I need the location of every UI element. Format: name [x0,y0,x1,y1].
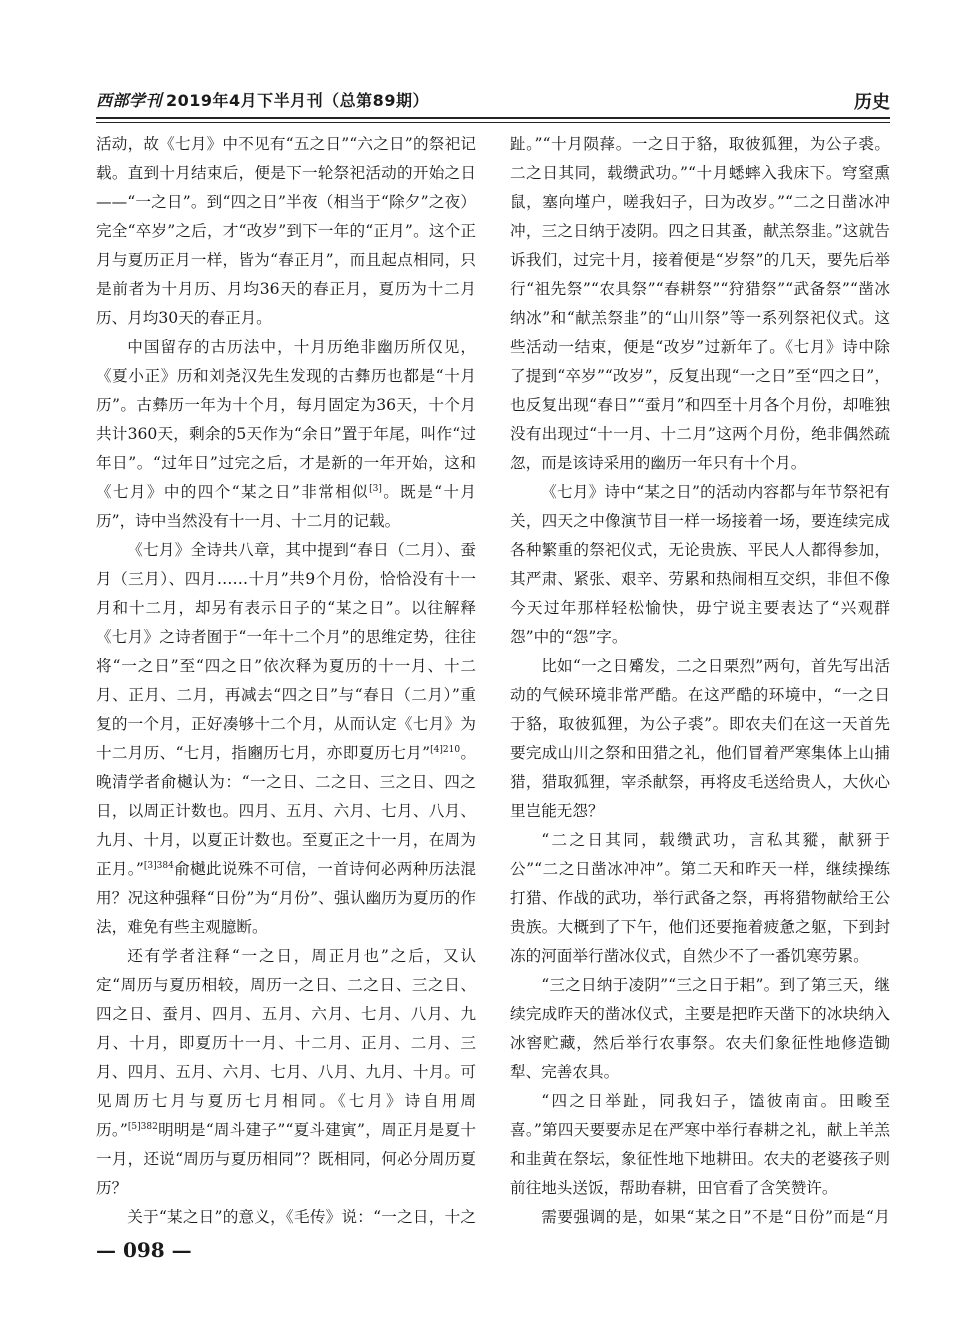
body-paragraph [96,942,476,1203]
paragraph-text: “二之日其同，载缵武功，言私其豵，献豜于公”“二之日凿冰冲冲”。第二天和昨天一样，继续操练打猎、作战的武功，举行武备之祭，再将猎物献给王公贵族。大概到了下午，他们还要拖着疲惫之躯，下到封冻的河面举行凿冰仪式，自然少不了一番饥寒劳累。 [510,831,890,965]
body-paragraph [96,130,476,333]
section-label: 历史 [854,92,890,113]
paragraph-text: 《七月》诗中“某之日”的活动内容都与年节祭祀有关，四天之中像演节目一样一场接着一场，要连续完成各种繁重的祭祀仪式，无论贵族、平民人人都得参加，其严肃、紧张、艰辛、劳累和热闹相互交织，非但不像今天过年那样轻松愉快，毋宁说主要表达了“兴观群怨”中的“怨”字。 [510,483,890,646]
body-paragraph [510,652,890,826]
body-paragraph [96,333,476,536]
paragraph-text: 趾。”“十月陨萚。一之日于貉，取彼狐狸，为公子裘。二之日其同，载缵武功。”“十月蟋蟀入我床下。穹窒熏鼠，塞向墐户，嗟我妇子，曰为改岁。”“二之日凿冰冲冲，三之日纳于凌阴。四之日其蚤，献羔祭韭。”这就告诉我们，过完十月，接着便是“岁祭”的几天，要先后举行“祖先祭”“农具祭”“春耕祭”“狩猎祭”“武备祭”“凿冰纳冰”和“献羔祭韭”的“山川祭”等一系列祭祀仪式。这些活动一结束，便是“改岁”过新年了。《七月》诗中除了提到“卒岁”“改岁”，反复出现“一之日”至“四之日”，也反复出现“春日”“蚕月”和四至十月各个月份，却唯独没有出现过“十一月、十二月”这两个月份，绝非偶然疏忽，而是该诗采用的幽历一年只有十个月。 [510,135,890,472]
body-paragraph [510,1203,890,1230]
paragraph-text: “三之日纳于凌阴”“三之日于耜”。到了第三天，继续完成昨天的凿冰仪式，主要是把昨天凿下的冰块纳入冰窖贮藏，然后举行农事祭。农夫们象征性地修造锄犁、完善农具。 [510,976,890,1081]
body-paragraph [96,536,476,942]
paragraph-text: 比如“一之日觱发，二之日栗烈”两句，首先写出活动的气候环境非常严酷。在这严酷的环境中，“一之日于貉，取彼狐狸，为公子裘”。即农夫们在这一天首先要完成山川之祭和田猎之礼，他们冒着严寒集体上山捕猎，猎取狐狸，宰杀献祭，再将皮毛送给贵人，大伙心里岂能无怨？ [510,657,890,820]
body-paragraph [510,130,890,478]
body-paragraph [510,1087,890,1203]
paragraph-text: 需要强调的是，如果“某之日”不是“日份”而是“月 [541,1208,890,1226]
header-rule-thin [96,122,890,123]
paragraph-text: 还有学者注释“一之日，周正月也”之后，又认定“周历与夏历相较，周历一之日、二之日、三之日、四之日、蚕月、四月、五月、六月、七月、八月、九月、十月，即夏历十一月、十二月、正月、二月、三月、四月、五月、六月、七月、八月、九月、十月。可见周历七月与夏历七月相同。《七月》诗自用周历。” [96,947,476,1139]
paragraph-text: 。既是“十月历”，诗中当然没有十一月、十二月的记载。 [96,483,476,530]
paragraph-text: “四之日举趾，同我妇子，馌彼南亩。田畯至喜。”第四天要要赤足在严寒中举行春耕之礼，献上羊羔和韭黄在祭坛，象征性地下地耕田。农夫的老婆孩子则前往地头送饭，帮助春耕，田官看了含笑赞许。 [510,1092,890,1197]
paragraph-text: 活动，故《七月》中不见有“五之日”“六之日”的祭祀记载。直到十月结束后，便是下一轮祭祀活动的开始之日——“一之日”。到“四之日”半夜（相当于“除夕”之夜）完全“卒岁”之后，才“改岁”到下一年的“正月”。这个正月与夏历正月一样，皆为“春正月”，而且起点相同，只是前者为十月历、月均36天的春正月，夏历为十二月历、月均30天的春正月。 [96,135,476,327]
paragraph-text: 明明是“周斗建子”“夏斗建寅”，周正月是夏十一月，还说“周历与夏历相同”？既相同，何必分周历夏历？ [96,1121,476,1197]
issue-info: 2019年4月下半月刊（总第89期） [166,91,429,110]
citation-ref: [3]384 [143,860,174,871]
body-paragraph [96,1203,476,1230]
body-paragraph [510,826,890,971]
journal-logo: 西部学刊 [96,91,163,110]
citation-ref: [4]210 [430,744,461,755]
right-column [510,130,890,1230]
left-column [96,130,476,1230]
paragraph-text: 关于“某之日”的意义，《毛传》说：“一之日，十之 [127,1208,476,1226]
paragraph-text: 《七月》全诗共八章，其中提到“春日（二月）、蚕月（三月）、四月……十月”共9个月份，恰恰没有十一月和十二月，却另有表示日子的“某之日”。以往解释《七月》之诗者囿于“一年十二个月”的思维定势，往往将“一之日”至“四之日”依次释为夏历的十一月、十二月、正月、二月，再减去“四之日”与“春日（二月）”重复的一个月，正好凑够十二个月，从而认定《七月》为十二月历、“七月，指豳历七月，亦即夏历七月” [96,541,476,762]
body-paragraph [510,971,890,1087]
page-number: — 098 — [96,1238,192,1262]
body-paragraph [510,478,890,652]
paragraph-text: 。晚清学者俞樾认为：“一之日、二之日、三之日、四之日，以周正计数也。四月、五月、六月、七月、八月、九月、十月，以夏正计数也。至夏正之十一月，在周为正月。” [96,744,476,878]
citation-ref: [3] [369,483,382,494]
running-header [96,88,890,114]
citation-ref: [5]382 [127,1121,158,1132]
journal-issue-line [96,88,429,111]
paragraph-text: 中国留存的古历法中，十月历绝非幽历所仅见，《夏小正》历和刘尧汉先生发现的古彝历也都是“十月历”。古彝历一年为十个月，每月固定为36天，十个月共计360天，剩余的5天作为“余日”置于年尾，叫作“过年日”。“过年日”过完之后，才是新的一年开始，这和《七月》中的四个“某之日”非常相似 [96,338,476,501]
header-rule-thick [96,117,890,119]
paragraph-text: 俞樾此说殊不可信，一首诗何必两种历法混用？况这种强释“日份”为“月份”、强认幽历为夏历的作法，难免有些主观臆断。 [96,860,476,936]
